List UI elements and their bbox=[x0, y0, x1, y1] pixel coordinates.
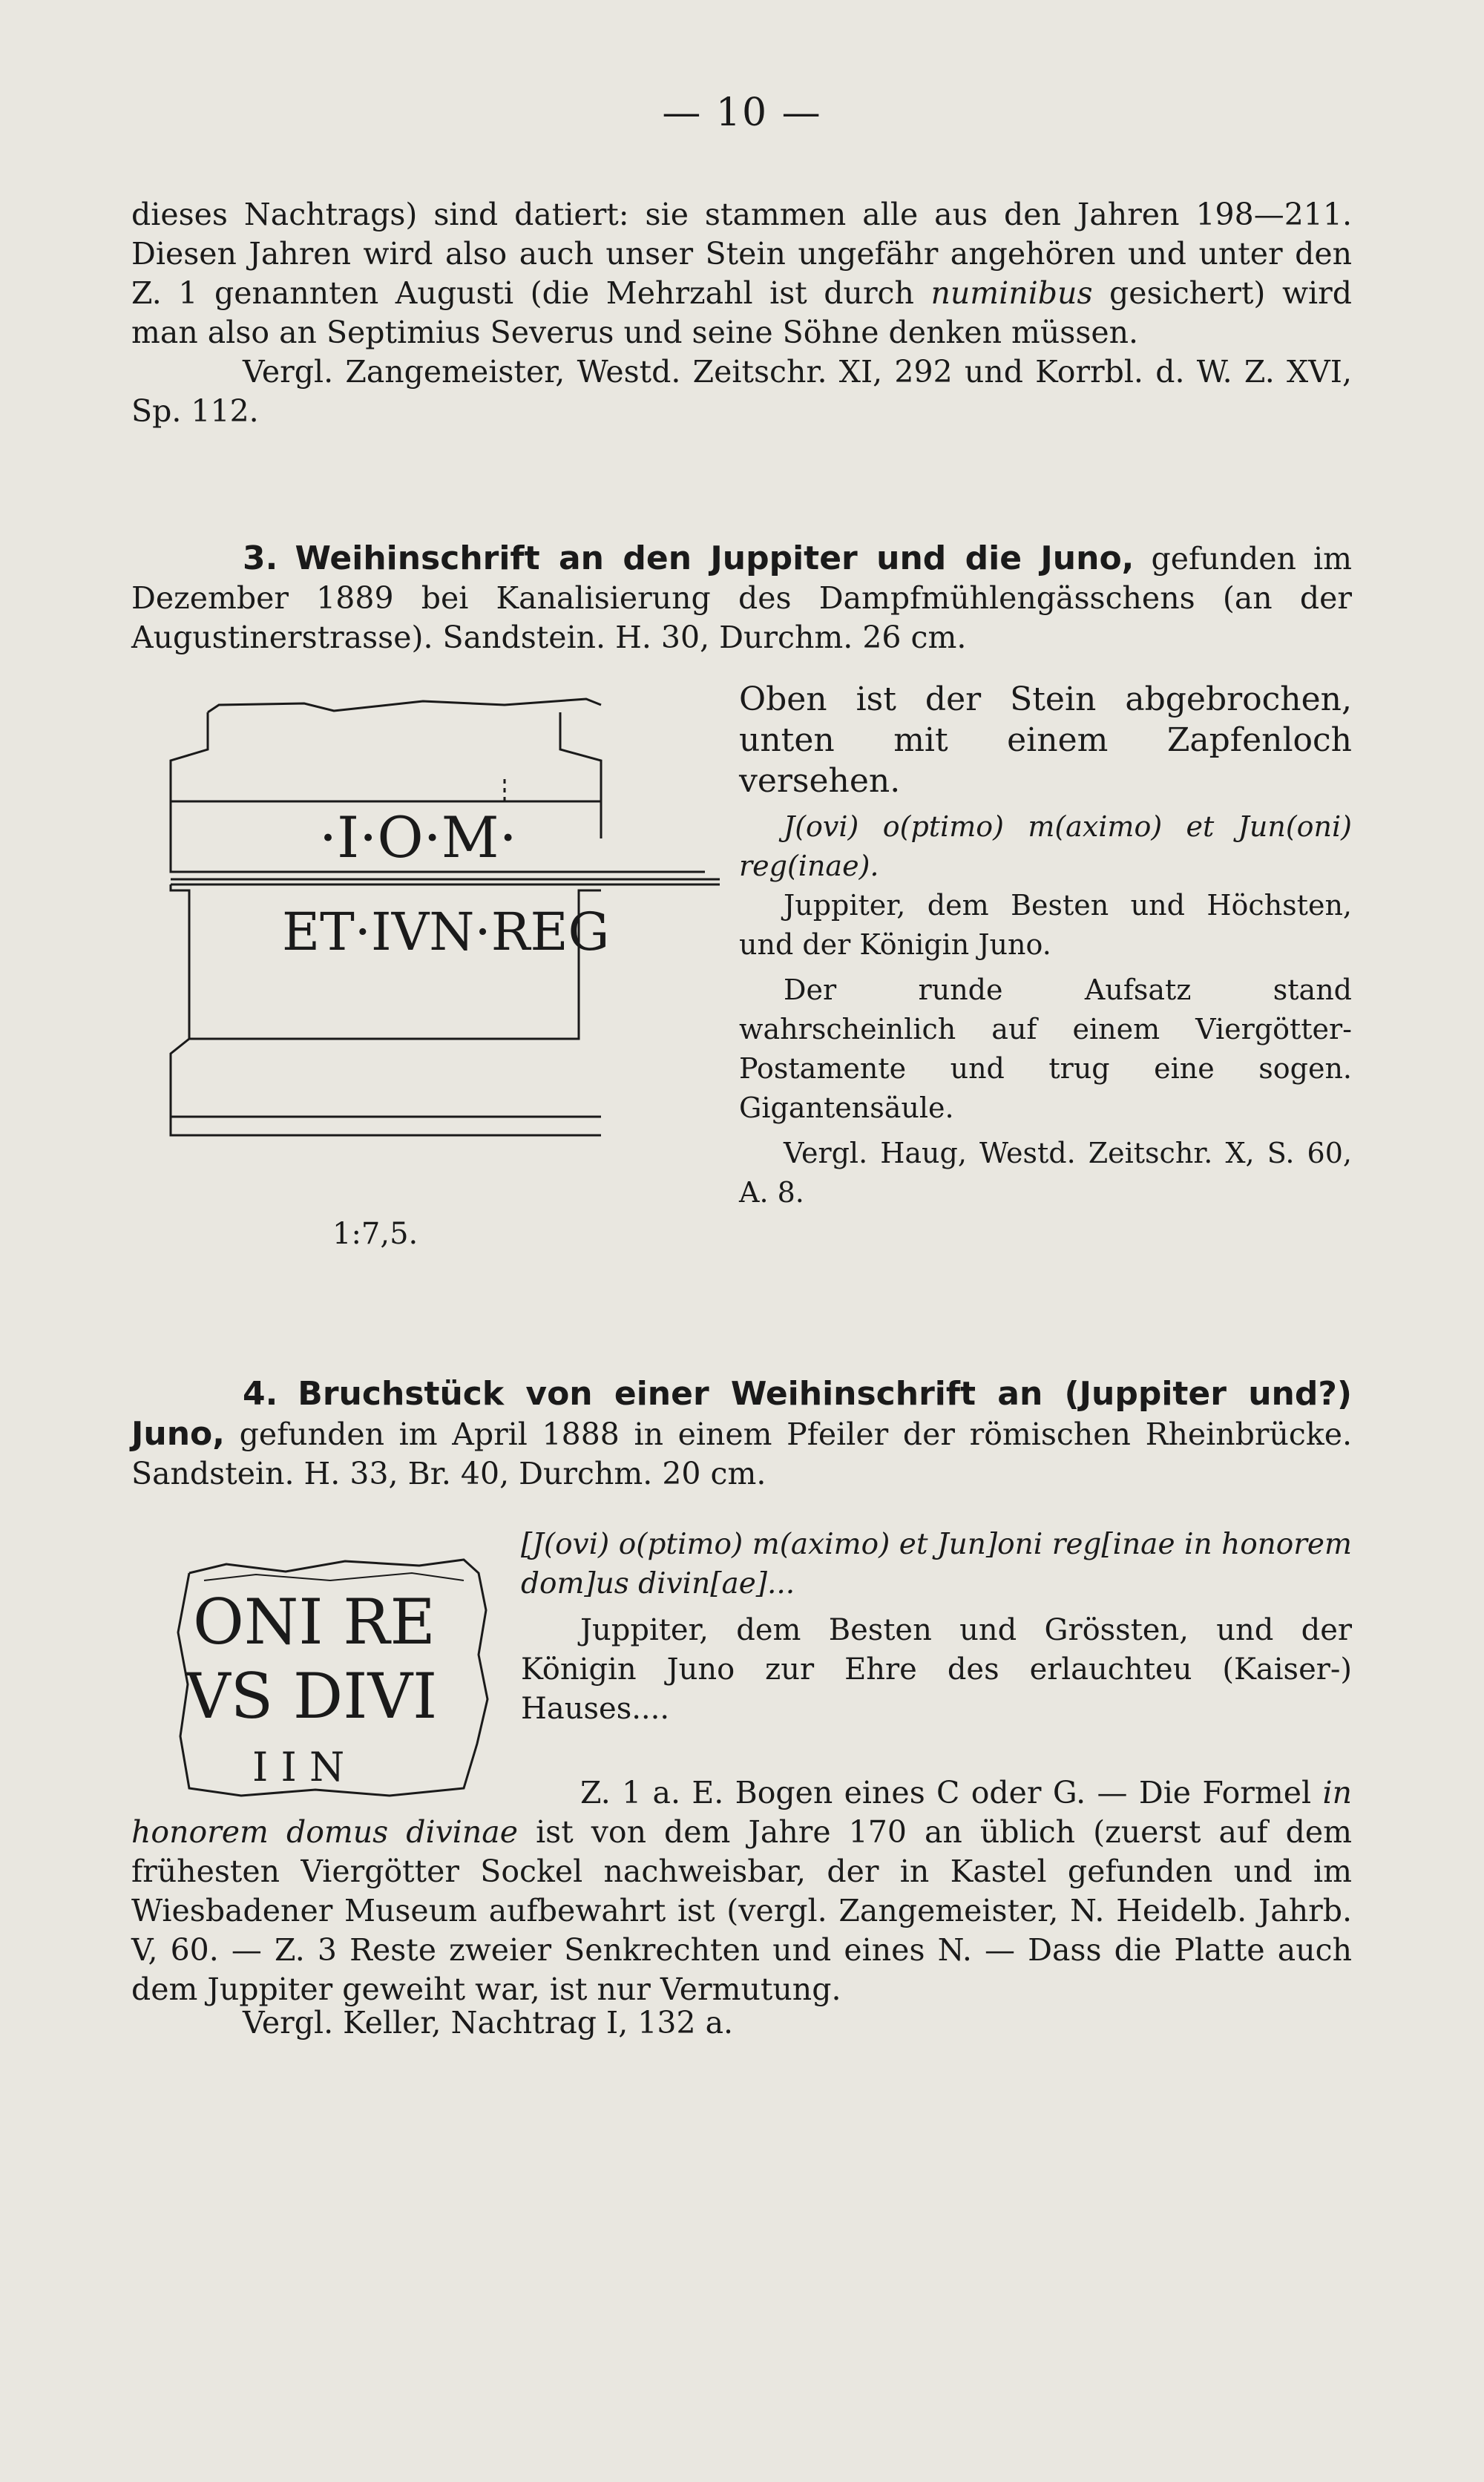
intro-text-2: gesichert) wird man also an Septimius Severus und seine Söhne denken müssen. bbox=[131, 275, 1352, 350]
entry4-inscription-line2: VS DIVI bbox=[186, 1660, 438, 1733]
intro-paragraph bbox=[131, 195, 1352, 352]
entry4-inscription-line1: ONI RE bbox=[193, 1586, 436, 1658]
entry3-note: Der runde Aufsatz stand wahrscheinlich auf einem Viergötter-Postamente und trug eine sogen. Gigantensäule. bbox=[739, 974, 1352, 1124]
intro-numinibus: numinibus bbox=[930, 275, 1093, 311]
entry4-comment-rest: ist von dem Jahre 170 an üblich (zuerst auf dem frühesten Viergötter Sockel nachweisbar, der in Kastel gefunden und im Wiesbadener Museum aufbewahrt ist (vergl. Zangemeister, N. Heidelb. Jahrb. V, 60. — Z. 3 Reste zweier Senkrechten und eines N. — Dass die Platte auch dem Juppiter geweiht war, ist nur Vermutung. bbox=[131, 1814, 1352, 2007]
entry4-reference: Vergl. Keller, Nachtrag I, 132 a. bbox=[243, 2005, 734, 2041]
entry3-heading bbox=[131, 539, 1352, 657]
entry3-reference: Vergl. Haug, Westd. Zeitschr. X, S. 60, A. 8. bbox=[739, 1137, 1352, 1209]
entry4-translation: Juppiter, dem Besten und Grössten, und der Königin Juno zur Ehre des erlauchteu (Kaiser-) Hauses.... bbox=[521, 1613, 1352, 1726]
entry3-number: 3. bbox=[243, 539, 278, 577]
entry4-fragment-drawing bbox=[167, 1551, 508, 1810]
entry3-description: Oben ist der Stein abgebrochen, unten mit einem Zapfenloch versehen. bbox=[739, 680, 1352, 800]
entry4-heading bbox=[131, 1374, 1352, 1494]
entry3-translation: Juppiter, dem Besten und Höchsten, und der Königin Juno. bbox=[739, 889, 1352, 961]
entry4-title: Bruchstück von einer Weihinschrift an (Juppiter und?) Juno, bbox=[131, 1375, 1352, 1453]
entry3-title-rest: gefunden im Dezember 1889 bei Kanalisierung des Dampfmühlengässchens (an der Augustinerstrasse). Sandstein. H. 30, Durchm. 26 cm. bbox=[131, 541, 1352, 655]
entry3-altar-drawing bbox=[156, 690, 735, 1224]
entry4-number: 4. bbox=[243, 1375, 278, 1413]
entry3-right-column bbox=[739, 679, 1352, 1212]
entry4-latin: [J(ovi) o(ptimo) m(aximo) et Jun]oni reg[inae in honorem dom]us divin[ae]... bbox=[521, 1528, 1352, 1601]
entry3-scale: 1:7,5. bbox=[332, 1217, 418, 1251]
entry3-inscription-line2: ET·IVN·REG bbox=[282, 902, 610, 962]
entry4-right-column bbox=[521, 1525, 1352, 1729]
entry4-formula: in honorem domus divinae bbox=[131, 1775, 1352, 1850]
entry4-inscription-line3: I I N bbox=[252, 1744, 345, 1790]
entry4-title-rest: gefunden im April 1888 in einem Pfeiler der römischen Rheinbrücke. Sandstein. H. 33, Br. 40, Durchm. 20 cm. bbox=[131, 1416, 1352, 1491]
entry3-latin: J(ovi) o(ptimo) m(aximo) et Jun(oni) reg(inae). bbox=[739, 810, 1352, 882]
entry3-title: Weihinschrift an den Juppiter und die Juno, bbox=[295, 539, 1135, 577]
entry4-comment-start: Z. 1 a. E. Bogen eines C oder G. — Die Formel bbox=[580, 1775, 1312, 1810]
intro-reference: Vergl. Zangemeister, Westd. Zeitschr. XI, 292 und Korrbl. d. W. Z. XVI, Sp. 112. bbox=[131, 354, 1352, 429]
page-number: — 10 — bbox=[662, 91, 822, 135]
intro-text-1: dieses Nachtrags) sind datiert: sie stammen alle aus den Jahren 198—211. Diesen Jahren wird also auch unser Stein ungefähr angehören und unter den Z. 1 genannten Augusti (die Mehrzahl ist durch bbox=[131, 197, 1352, 311]
entry4-comment bbox=[131, 1773, 1352, 2009]
entry3-inscription-line1: ·I·O·M· bbox=[319, 804, 517, 870]
